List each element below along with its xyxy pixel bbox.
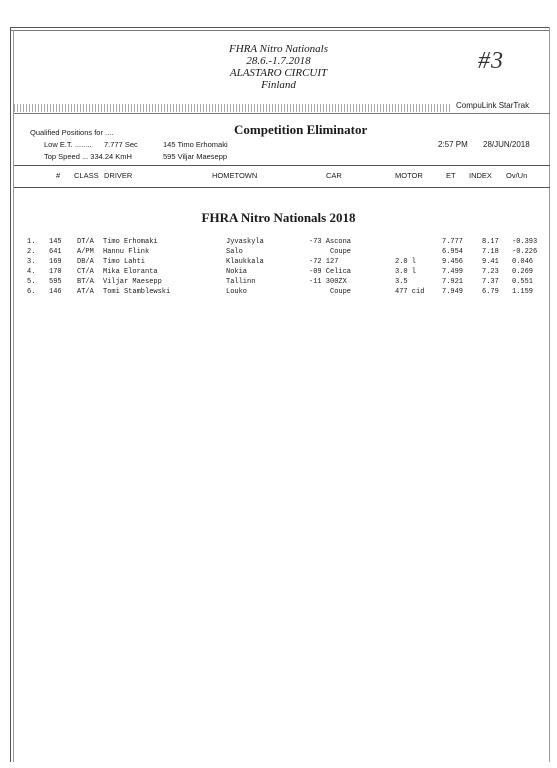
column-header-num: # (56, 171, 61, 180)
cell-over-under: -0.393 (512, 238, 538, 246)
event-title: Competition Eliminator (234, 122, 368, 137)
header-country: Finland (261, 79, 296, 91)
cell-car: -09 Celica (309, 268, 352, 276)
cell-driver: Hannu Flink (103, 248, 150, 256)
frame-top-inner-line (10, 30, 550, 31)
cell-number: 146 (49, 288, 62, 296)
frame-right-line (549, 27, 550, 762)
cell-over-under: 0.551 (512, 278, 534, 286)
frame-left-inner-line (13, 30, 14, 762)
cell-et: 7.949 (442, 288, 464, 296)
report-date: 28/JUN/2018 (483, 140, 530, 149)
column-header-et: ET (446, 171, 456, 180)
cell-hometown: Nokia (226, 268, 248, 276)
cell-over-under: 0.046 (512, 258, 534, 266)
table-row (0, 257, 557, 267)
cell-class: AT/A (77, 288, 94, 296)
cell-car: Coupe (309, 248, 352, 256)
cell-number: 169 (49, 258, 62, 266)
cell-position: 1. (27, 238, 36, 246)
section-title: FHRA Nitro Nationals 2018 (201, 210, 356, 225)
cell-driver: Mika Eloranta (103, 268, 158, 276)
table-row (0, 277, 557, 287)
cell-position: 4. (27, 268, 36, 276)
cell-number: 170 (49, 268, 62, 276)
cell-position: 6. (27, 288, 36, 296)
cell-et: 7.499 (442, 268, 464, 276)
cell-car: Coupe (309, 288, 352, 296)
column-header-top-rule (14, 165, 550, 166)
cell-position: 5. (27, 278, 36, 286)
cell-number: 595 (49, 278, 62, 286)
column-header-car: CAR (326, 171, 342, 180)
hatch-band (14, 104, 450, 112)
cell-number: 641 (49, 248, 62, 256)
frame-top-line (10, 27, 550, 28)
cell-index: 7.23 (482, 268, 499, 276)
cell-index: 9.41 (482, 258, 499, 266)
report-time: 2:57 PM (438, 140, 468, 149)
cell-motor: 3.5 (395, 278, 408, 286)
table-row (0, 287, 557, 297)
cell-hometown: Jyvaskyla (226, 238, 264, 246)
cell-class: DT/A (77, 238, 94, 246)
cell-over-under: 1.159 (512, 288, 534, 296)
cell-index: 7.18 (482, 248, 499, 256)
cell-hometown: Klaukkala (226, 258, 264, 266)
top-speed-label: Top Speed ... 334.24 KmH (44, 152, 132, 161)
cell-number: 145 (49, 238, 62, 246)
cell-index: 6.79 (482, 288, 499, 296)
cell-et: 7.777 (442, 238, 464, 246)
table-row (0, 267, 557, 277)
cell-car: -72 127 (309, 258, 339, 266)
cell-position: 3. (27, 258, 36, 266)
top-speed-holder: 595 Viljar Maesepp (163, 152, 228, 161)
column-header-hometown: HOMETOWN (212, 171, 258, 180)
column-header-ovun: Ov/Un (506, 171, 528, 180)
cell-class: CT/A (77, 268, 94, 276)
frame-left-line (10, 27, 11, 762)
column-header-bottom-rule (14, 187, 550, 188)
hatch-underline (14, 113, 550, 114)
column-header-motor: MOTOR (395, 171, 423, 180)
cell-driver: Timo Lahti (103, 258, 146, 266)
header-dates: 28.6.-1.7.2018 (246, 55, 311, 67)
table-row (0, 237, 557, 247)
cell-motor: 3.0 l (395, 268, 417, 276)
cell-hometown: Salo (226, 248, 243, 256)
cell-driver: Timo Erhomaki (103, 238, 158, 246)
cell-car: -73 Ascona (309, 238, 352, 246)
cell-car: -11 300ZX (309, 278, 347, 286)
cell-class: BT/A (77, 278, 94, 286)
header-event-name: FHRA Nitro Nationals (228, 43, 328, 55)
column-header-class: CLASS (74, 171, 99, 180)
header-venue: ALASTARO CIRCUIT (229, 67, 328, 79)
cell-index: 8.17 (482, 238, 499, 246)
cell-index: 7.37 (482, 278, 499, 286)
cell-hometown: Tallinn (226, 278, 256, 286)
cell-class: DB/A (77, 258, 94, 266)
low-et-value: 7.777 Sec (104, 140, 138, 149)
handwritten-page-mark: #3 (478, 48, 504, 74)
brand-label: CompuLink StarTrak (456, 101, 530, 110)
cell-over-under: 0.269 (512, 268, 534, 276)
cell-et: 9.456 (442, 258, 464, 266)
cell-over-under: -0.226 (512, 248, 538, 256)
cell-driver: Tomi Stamblewski (103, 288, 171, 296)
low-et-holder: 145 Timo Erhomaki (163, 140, 228, 149)
column-header-driver: DRIVER (104, 171, 133, 180)
cell-class: A/PM (77, 248, 94, 256)
qualified-title: Qualified Positions for .... (30, 128, 114, 137)
cell-motor: 2.0 l (395, 258, 417, 266)
table-row (0, 247, 557, 257)
cell-motor: 477 cid (395, 288, 425, 296)
cell-position: 2. (27, 248, 36, 256)
cell-driver: Viljar Maesepp (103, 278, 162, 286)
low-et-label: Low E.T. ........ (44, 140, 92, 149)
column-header-index: INDEX (469, 171, 492, 180)
cell-hometown: Louko (226, 288, 248, 296)
cell-et: 7.921 (442, 278, 464, 286)
cell-et: 6.954 (442, 248, 464, 256)
